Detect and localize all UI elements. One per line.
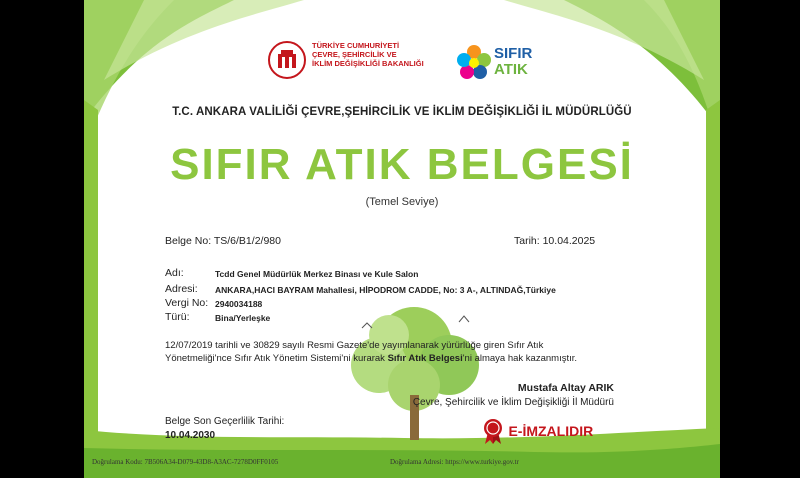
name-label: Adı: <box>165 267 184 279</box>
sifir-atik-logo: SIFIR ATIK <box>494 45 533 78</box>
type-value: Bina/Yerleşke <box>215 313 271 323</box>
tax-number-label: Vergi No: <box>165 297 209 309</box>
certificate-title: SIFIR ATIK BELGESİ <box>170 140 634 189</box>
validity-date: 10.04.2030 <box>165 430 216 441</box>
e-signature-badge: E-İMZALIDIR <box>482 418 593 444</box>
address-value: ANKARA,HACI BAYRAM Mahallesi, HİPODROM CADDE, No: 3 A-, ALTINDAĞ,Türkiye <box>215 285 556 295</box>
ministry-name: TÜRKİYE CUMHURİYETİ ÇEVRE, ŞEHİRCİLİK VE İKLİM DEĞİŞİKLİĞİ BAKANLIĞI <box>312 41 424 68</box>
name-value: Tcdd Genel Müdürlük Merkez Binası ve Kule Salon <box>215 269 419 279</box>
validity-label: Belge Son Geçerlilik Tarihi: <box>165 416 285 427</box>
certificate <box>84 0 720 478</box>
seal-ribbon-icon <box>482 418 504 444</box>
issue-date: Tarih: 10.04.2025 <box>514 235 596 247</box>
tax-number-value: 2940034188 <box>215 299 263 309</box>
certificate-level: (Temel Seviye) <box>365 196 439 208</box>
document-number: Belge No: TS/6/B1/2/980 <box>165 235 281 247</box>
verification-address: Doğrulama Adresi: https://www.turkiye.gov.tr <box>390 458 519 466</box>
ministry-emblem-icon <box>267 40 307 80</box>
type-label: Türü: <box>165 311 190 323</box>
sifir-atik-flower-icon <box>456 44 492 80</box>
certificate-body-text: 12/07/2019 tarihli ve 30829 sayılı Resmi Gazete'de yayımlanarak yürürlüğe giren Sıfır Atık Yönetmeliği'nce Sıfır Atık Yönetim Sistemi'ni kurarak Sıfır Atık Belgesi'ni almaya hak kazanmıştır. <box>165 340 578 364</box>
verification-code: Doğrulama Kodu: 7B506A34-D079-43D8-A3AC-7278D0FF0105 <box>92 458 279 466</box>
issuer-header: T.C. ANKARA VALİLİĞİ ÇEVRE,ŞEHİRCİLİK VE İKLİM DEĞİŞİKLİĞİ İL MÜDÜRLÜĞÜ <box>172 106 632 118</box>
signer-title: Çevre, Şehircilik ve İklim Değişikliği İl Müdürü <box>412 397 614 408</box>
address-label: Adresi: <box>165 283 198 295</box>
signer-name: Mustafa Altay ARIK <box>517 382 614 394</box>
